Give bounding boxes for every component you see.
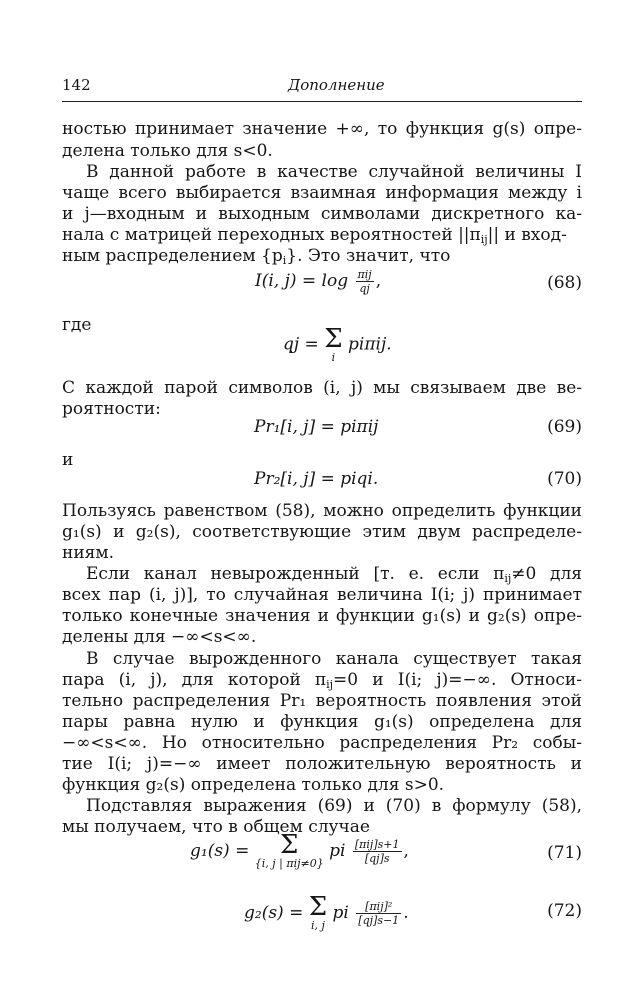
numerator: [πij]² (356, 900, 401, 914)
text-line: чаще всего выбирается взаимная информация между i (62, 183, 582, 203)
running-title: Дополнение (288, 76, 385, 94)
numerator: [πij]s+1 (354, 837, 400, 851)
text-line: функция g₂(s) определена только для s>0. (62, 775, 445, 795)
text-line: −∞<s<∞. Но относительно распределения Pr₂ собы- (62, 733, 582, 753)
text-fragment: пара (i, j), для которой π (62, 670, 327, 690)
text-line: делены для −∞<s<∞. (62, 627, 257, 647)
text-line: Пользуясь равенством (58), можно определить функции (62, 501, 582, 521)
eq-text: qj = (283, 334, 319, 355)
text-line: Подставляя выражения (69) и (70) в формулу (58), (86, 796, 582, 816)
text-line (62, 669, 582, 691)
denominator: [qj]s (364, 851, 390, 865)
eq-text: , (403, 841, 409, 861)
equation-label: (70) (547, 469, 582, 489)
subscript: i (282, 254, 287, 267)
header-rule (62, 101, 582, 102)
equation-71 (190, 832, 409, 870)
equation-70: Pr₂[i, j] = piqi. (254, 469, 379, 489)
text-fragment: нала с матрицей переходных вероятностей ||π (62, 225, 481, 245)
sigma-glyph: Σ (280, 830, 299, 860)
text-line: где (62, 315, 92, 335)
equation-q (283, 326, 392, 364)
eq-text: g₁(s) = (190, 841, 250, 861)
equation-label: (71) (547, 843, 582, 863)
text-line: и j—входным и выходным символами дискретного ка- (62, 204, 582, 224)
subscript: ij (504, 572, 512, 585)
numerator: πij (357, 268, 372, 281)
text-line: только конечные значения и функции g₁(s) и g₂(s) опре- (62, 606, 582, 626)
denominator: [qj]s−1 (358, 913, 400, 927)
text-line (62, 245, 582, 267)
text-line: пары равна нулю и функция g₁(s) определена для (62, 712, 582, 732)
equation-label: (72) (547, 901, 582, 921)
text-line: В случае вырожденного канала существует такая (86, 649, 582, 669)
text-fragment: =0 и I(i; j)=−∞. Относи- (333, 670, 582, 690)
text-line: С каждой парой символов (i, j) мы связываем две ве- (62, 378, 582, 398)
text-line: g₁(s) и g₂(s), соответствующие этим двум распределе- (62, 522, 582, 542)
equation-68 (255, 268, 381, 295)
sum-index: i, j (310, 919, 325, 932)
sum-index: {i, j | πij≠0} (254, 857, 324, 870)
page-number: 142 (62, 76, 91, 94)
eq-text: piπij. (348, 334, 392, 355)
text-fragment: ≠0 для (511, 564, 582, 584)
text-line: роятности: (62, 399, 161, 419)
fraction (356, 900, 401, 927)
equation-label: (69) (547, 417, 582, 437)
sigma-glyph: Σ (324, 324, 343, 354)
text-fragment: Если канал невырожденный [т. е. если π (86, 564, 505, 584)
text-line: В данной работе в качестве случайной величины I (86, 162, 582, 182)
sum-symbol (255, 832, 324, 870)
text-line: ниям. (62, 543, 115, 563)
sigma-glyph: Σ (308, 892, 328, 922)
text-line: ностью принимает значение +∞, то функция g(s) опре- (62, 119, 582, 139)
text-line (86, 563, 582, 585)
denominator: qj (359, 282, 370, 295)
equation-label: (68) (547, 273, 582, 293)
eq-text: , (375, 271, 382, 291)
equation-72 (244, 894, 409, 932)
text-line: и (62, 450, 74, 470)
fraction (353, 838, 402, 865)
text-fragment: || и вход- (487, 225, 567, 245)
sum-symbol (309, 894, 327, 932)
eq-text: . (403, 903, 409, 923)
eq-text: pi (329, 841, 346, 861)
sum-index: i (331, 351, 336, 364)
subscript: ij (480, 233, 488, 246)
text-fragment: }. Это значит, что (286, 246, 451, 266)
fraction (356, 268, 374, 295)
text-line: всех пар (i, j)], то случайная величина I(i; j) принимает (62, 585, 582, 605)
text-line: тельно распределения Pr₁ вероятность появления этой (62, 691, 582, 711)
equation-69: Pr₁[i, j] = piπij (254, 417, 379, 437)
eq-text: I(i, j) = log (255, 271, 349, 291)
subscript: ij (326, 678, 334, 691)
text-line: делена только для s<0. (62, 141, 273, 161)
text-fragment: ным распределением {p (62, 246, 283, 266)
text-line (62, 224, 582, 246)
eq-text: g₂(s) = (244, 903, 304, 923)
text-line: тие I(i; j)=−∞ имеет положительную вероятность и (62, 754, 582, 774)
text-line: мы получаем, что в общем случае (62, 817, 370, 837)
running-header (62, 76, 582, 98)
sum-symbol (324, 326, 342, 364)
eq-text: pi (332, 903, 349, 923)
